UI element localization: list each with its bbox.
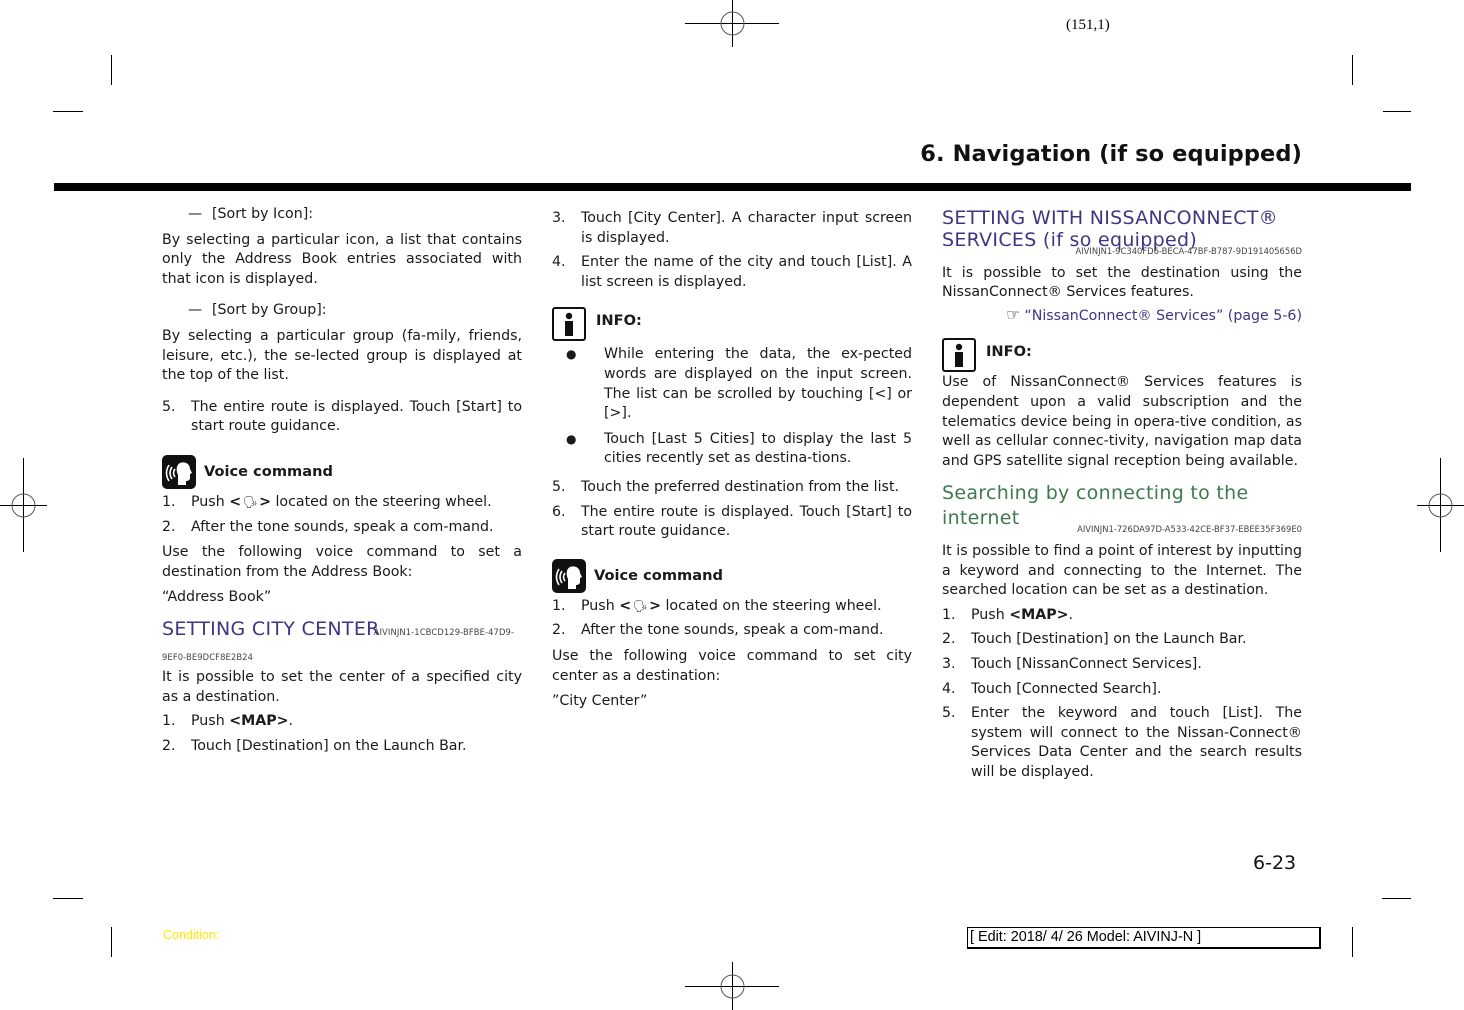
voice-command-header	[162, 455, 522, 489]
chapter-title: 6. Navigation (if so equipped)	[920, 141, 1302, 167]
column-1	[162, 205, 522, 756]
dash-bullet: —	[188, 302, 203, 319]
page-code: (151,1)	[1066, 17, 1110, 33]
list-item	[942, 630, 1302, 650]
talk-switch-icon: 🗣︎	[242, 494, 258, 509]
voice-command-icon	[552, 559, 586, 593]
step-number: 2.	[162, 737, 176, 754]
step-number: 5.	[552, 478, 566, 495]
page-number: 6-23	[1253, 852, 1297, 874]
voice-command-title: Voice command	[594, 566, 723, 584]
registration-target-top	[685, 0, 779, 48]
step-number: 3.	[552, 210, 566, 226]
column-3	[942, 205, 1302, 782]
step-number: 1.	[162, 493, 176, 510]
registration-target-left	[0, 458, 48, 552]
step-number: 2.	[942, 631, 956, 648]
column-2	[552, 205, 912, 712]
step-text: Push <🗣︎> located on the steering wheel.	[191, 493, 522, 513]
header-rule	[54, 183, 1411, 191]
step-number: 2.	[162, 518, 176, 535]
nc-xref-link[interactable]: “NissanConnect® Services” (page 5-6)	[1024, 307, 1302, 324]
step-text: Touch [Destination] on the Launch Bar.	[191, 737, 467, 754]
crop-mark-top-right-v	[1352, 55, 1353, 85]
list-item	[942, 680, 1302, 700]
crop-mark-bottom-right-v	[1352, 927, 1353, 957]
section-heading-city-center: SETTING CITY CENTERAIVINJN1-1CBCD129-BFBE-47D9-9EF0-BE9DCF8E2B24	[162, 617, 515, 662]
info-header	[552, 307, 912, 341]
condition-label: Condition:	[163, 928, 220, 942]
info-header	[942, 338, 1302, 372]
registration-target-bottom	[685, 962, 779, 1010]
talk-switch-icon: 🗣︎	[632, 598, 648, 613]
info-title: INFO:	[986, 342, 1032, 360]
info-icon	[942, 338, 976, 372]
step-text: Touch [NissanConnect Services].	[971, 655, 1202, 672]
step-text: Push <🗣︎> located on the steering wheel.	[581, 597, 912, 617]
voice-phrase: ”City Center”	[552, 693, 648, 710]
list-item	[942, 606, 1302, 626]
step-number: 1.	[162, 713, 176, 730]
city-intro: It is possible to set the center of a specified city as a destination.	[162, 668, 522, 705]
sort-by-icon-label: [Sort by Icon]:	[212, 206, 314, 222]
bullet-text: Touch [Last 5 Cities] to display the last 5 cities recently set as destina-tions.	[604, 430, 912, 467]
doc-id: AIVINJN1-726DA97D-A533-42CE-BF37-EBEE35F369E0	[1077, 524, 1302, 535]
step-number: 5.	[942, 705, 956, 722]
nc-intro: It is possible to set the destination using the NissanConnect® Services features.	[942, 264, 1302, 301]
list-item	[162, 737, 522, 757]
doc-id: AIVINJN1-9C340FD6-BECA-47BF-B787-9D191405656D	[1075, 246, 1302, 256]
crop-mark-bottom-left-h	[53, 898, 83, 899]
bullet-dot: ●	[566, 431, 577, 446]
crop-mark-top-right-h	[1383, 111, 1411, 112]
list-item	[552, 621, 912, 641]
sort-by-icon-body: By selecting a particular icon, a list that contains only the Address Book entries associated with that icon is displayed.	[162, 231, 522, 287]
bullet-text: While entering the data, the ex-pected words are displayed on the input screen. The list can be scrolled by touching [<] or [>].	[604, 346, 912, 422]
step-text: The entire route is displayed. Touch [Start] to start route guidance.	[191, 398, 522, 435]
list-item	[552, 597, 912, 617]
info-bullet	[566, 345, 912, 423]
step-text: Push <MAP>.	[191, 713, 293, 730]
list-item	[552, 253, 912, 292]
crop-mark-top-left-h	[53, 111, 83, 112]
list-item	[162, 398, 522, 437]
step-text: After the tone sounds, speak a com-mand.	[191, 518, 494, 535]
info-icon	[552, 307, 586, 341]
section-heading-nissanconnect: SETTING WITH NISSANCONNECT® SERVICES (if so equipped)	[942, 207, 1278, 251]
step-number: 3.	[942, 655, 956, 672]
nc-cross-reference[interactable]	[942, 305, 1302, 327]
step-number: 6.	[552, 503, 566, 520]
step-number: 5.	[162, 398, 176, 415]
list-item	[162, 712, 522, 732]
voice-command-title: Voice command	[204, 463, 333, 481]
sort-by-group-body: By selecting a particular group (fa-mily, friends, leisure, etc.), the se-lected group is displayed at the top of the list.	[162, 327, 522, 384]
step-text: After the tone sounds, speak a com-mand.	[581, 622, 884, 639]
info-title: INFO:	[596, 311, 642, 329]
step-number: 4.	[942, 680, 956, 697]
step-number: 1.	[942, 606, 956, 623]
voice-intro: Use the following voice command to set city center as a destination:	[552, 647, 912, 684]
voice-command-icon	[162, 455, 196, 489]
step-text: Touch [Destination] on the Launch Bar.	[971, 631, 1247, 648]
doc-id: AIVINJN1-1CBCD129-BFBE-47D9-9EF0-BE9DCF8E2B24	[162, 626, 515, 662]
step-text: Touch the preferred destination from the list.	[581, 478, 900, 495]
sort-by-group-label: [Sort by Group]:	[212, 302, 327, 319]
voice-intro: Use the following voice command to set a destination from the Address Book:	[162, 544, 522, 580]
step-number: 1.	[552, 597, 566, 614]
section-heading-search: Searching by connecting to the internet	[942, 482, 1249, 530]
step-text: Enter the keyword and touch [List]. The system will connect to the Nissan-Connect® Services Data Center and the search results will be displayed.	[971, 705, 1302, 780]
registration-target-right	[1416, 458, 1464, 552]
sort-by-group-item	[188, 301, 522, 321]
step-text: Touch [City Center]. A character input screen is displayed.	[581, 210, 912, 246]
voice-command-header	[552, 559, 912, 593]
step-text: Enter the name of the city and touch [List]. A list screen is displayed.	[581, 254, 912, 290]
list-item	[552, 478, 912, 498]
search-intro: It is possible to find a point of interest by inputting a keyword and connecting to the Internet. The searched location can be set as a destination.	[942, 542, 1302, 599]
crop-mark-top-left-v	[111, 55, 112, 85]
step-text: Push <MAP>.	[971, 606, 1073, 623]
step-text: Touch [Connected Search].	[971, 680, 1162, 697]
list-item	[162, 493, 522, 513]
crop-mark-bottom-left-v	[111, 927, 112, 957]
crop-mark-bottom-right-h	[1382, 898, 1411, 899]
list-item	[552, 503, 912, 542]
step-number: 2.	[552, 622, 566, 639]
bullet-dot: ●	[566, 347, 577, 362]
list-item	[162, 518, 522, 538]
step-number: 4.	[552, 254, 566, 271]
edit-info-box: [ Edit: 2018/ 4/ 26 Model: AIVINJ-N ]	[967, 927, 1321, 949]
voice-phrase: “Address Book”	[162, 589, 272, 606]
list-item	[942, 704, 1302, 782]
step-text: The entire route is displayed. Touch [Start] to start route guidance.	[581, 503, 912, 540]
list-item	[942, 655, 1302, 675]
pointing-hand-icon: ☞	[1006, 304, 1021, 324]
list-item	[552, 209, 912, 248]
sort-by-icon-item	[188, 205, 522, 225]
info-body: Use of NissanConnect® Services features is dependent upon a valid subscription and the telematics device being in opera-tive condition, as well as cellular connec-tivity, navigation map data and GPS satellite signal reception being available.	[942, 374, 1302, 469]
info-bullet	[566, 430, 912, 469]
dash-bullet: —	[188, 206, 203, 222]
